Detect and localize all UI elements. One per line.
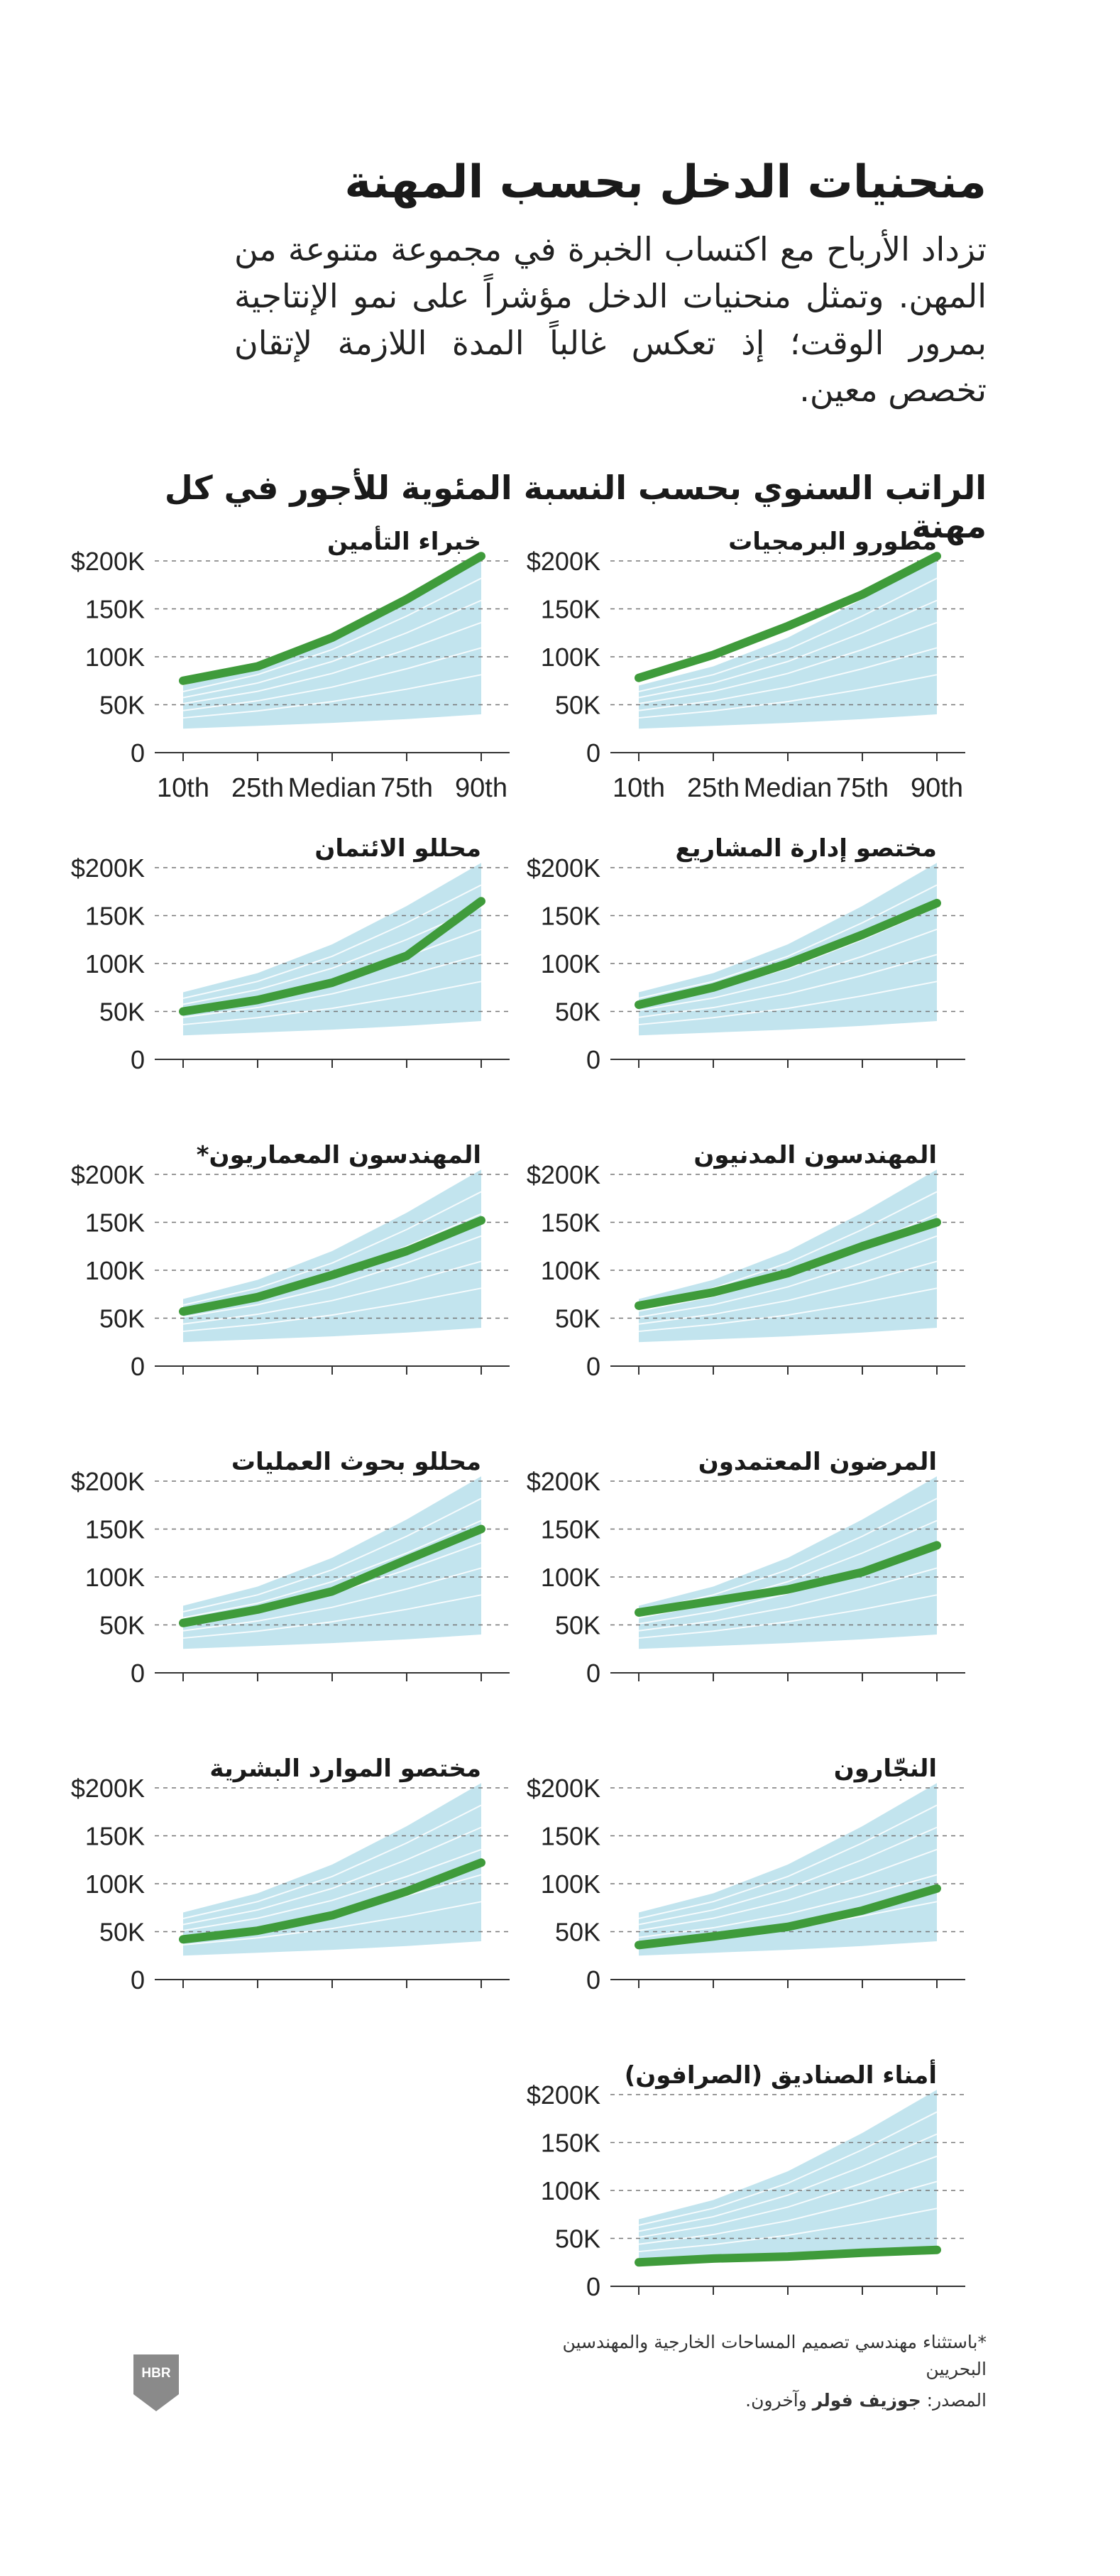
y-tick-label: 50K xyxy=(554,1304,600,1333)
y-tick-label: 50K xyxy=(554,1610,600,1640)
y-tick-label: $200K xyxy=(526,853,600,883)
y-tick-label: 100K xyxy=(540,643,600,672)
y-tick-label: 50K xyxy=(99,1610,145,1640)
y-tick-label: 0 xyxy=(130,1045,145,1074)
y-tick-label: 50K xyxy=(99,1304,145,1333)
y-tick-label: 0 xyxy=(586,1045,600,1074)
y-tick-label: 50K xyxy=(554,690,600,720)
y-tick-label: 50K xyxy=(554,2224,600,2254)
y-tick-label: $200K xyxy=(526,1774,600,1803)
y-tick-label: 150K xyxy=(540,901,600,931)
source-line xyxy=(490,2390,987,2411)
chart-panel xyxy=(527,1754,965,1994)
source-label: المصدر: xyxy=(926,2390,987,2411)
y-tick-label: 150K xyxy=(540,594,600,624)
y-tick-label: 150K xyxy=(84,1515,145,1544)
y-tick-label: $200K xyxy=(526,547,600,576)
y-tick-label: 100K xyxy=(540,1563,600,1592)
y-tick-label: 100K xyxy=(540,949,600,978)
y-tick-label: 100K xyxy=(540,1870,600,1899)
footnote: *باستثناء مهندسي تصميم المساحات الخارجية والمهندسين البحريين xyxy=(562,2332,987,2379)
y-tick-label: 150K xyxy=(84,901,145,931)
x-tick-label: Median xyxy=(287,773,377,803)
chart-panel xyxy=(71,1754,510,1994)
y-tick-label: 0 xyxy=(586,1352,600,1381)
y-tick-label: 150K xyxy=(540,2128,600,2158)
chart-panel xyxy=(71,834,510,1074)
y-tick-label: 0 xyxy=(130,738,145,768)
occupation-band xyxy=(639,2090,937,2262)
x-tick-label: 90th xyxy=(911,773,963,803)
occupation-band xyxy=(183,1783,481,1955)
x-tick-label: 90th xyxy=(455,773,507,803)
y-tick-label: 100K xyxy=(540,1256,600,1285)
y-tick-label: $200K xyxy=(70,1467,145,1496)
y-tick-label: $200K xyxy=(526,2080,600,2110)
y-tick-label: 0 xyxy=(586,738,600,768)
chart-panel xyxy=(527,1448,965,1688)
panel-title: المهندسون المعماريون* xyxy=(196,1141,481,1169)
panel-title: المهندسون المدنيون xyxy=(693,1141,937,1169)
chart-panel xyxy=(71,525,510,803)
y-tick-label: 100K xyxy=(84,1256,145,1285)
y-tick-label: 50K xyxy=(99,997,145,1027)
y-tick-label: 150K xyxy=(540,1515,600,1544)
x-tick-label: 75th xyxy=(380,773,433,803)
source-suffix: وآخرون. xyxy=(745,2390,807,2411)
y-tick-label: 100K xyxy=(84,1563,145,1592)
panel-title: خبراء التأمين xyxy=(327,528,481,556)
y-tick-label: 50K xyxy=(99,690,145,720)
panel-title: النجّارون xyxy=(833,1754,937,1783)
panel-title: المرضون المعتمدون xyxy=(698,1448,937,1476)
panel-title: أمناء الصناديق (الصرافون) xyxy=(624,2061,937,2090)
panel-title: مختصو إدارة المشاريع xyxy=(675,834,937,863)
chart-panel xyxy=(527,2059,965,2301)
y-tick-label: 50K xyxy=(554,1917,600,1947)
occupation-band xyxy=(183,1169,481,1342)
y-tick-label: 150K xyxy=(540,1208,600,1238)
y-tick-label: 150K xyxy=(84,1821,145,1851)
y-tick-label: 150K xyxy=(84,1208,145,1238)
chart-panel xyxy=(71,1448,510,1688)
chart-panel xyxy=(527,1141,965,1381)
chart-panel xyxy=(527,834,965,1074)
y-tick-label: 100K xyxy=(84,643,145,672)
y-tick-label: $200K xyxy=(70,547,145,576)
y-tick-label: 0 xyxy=(586,1965,600,1994)
y-tick-label: 100K xyxy=(84,949,145,978)
hbr-logo-text: HBR xyxy=(141,2366,171,2381)
y-tick-label: $200K xyxy=(526,1160,600,1189)
y-tick-label: 50K xyxy=(554,997,600,1027)
y-tick-label: 0 xyxy=(586,1659,600,1688)
occupation-band xyxy=(183,863,481,1035)
hbr-logo xyxy=(133,2354,179,2411)
y-tick-label: 150K xyxy=(84,594,145,624)
y-tick-label: 100K xyxy=(84,1870,145,1899)
y-tick-label: 0 xyxy=(130,1352,145,1381)
page-title: منحنيات الدخل بحسب المهنة xyxy=(344,156,987,209)
x-tick-label: 25th xyxy=(231,773,284,803)
y-tick-label: 0 xyxy=(130,1965,145,1994)
panel-title: مطورو البرمجيات xyxy=(728,528,937,556)
y-tick-label: 100K xyxy=(540,2176,600,2205)
chart-panel xyxy=(71,1141,510,1381)
panel-title: محللو الائتمان xyxy=(314,834,481,863)
y-tick-label: 0 xyxy=(130,1659,145,1688)
y-tick-label: $200K xyxy=(70,1160,145,1189)
y-tick-label: 150K xyxy=(540,1821,600,1851)
y-tick-label: 0 xyxy=(586,2272,600,2301)
panel-title: محللو بحوث العمليات xyxy=(231,1448,481,1476)
x-tick-label: 25th xyxy=(687,773,740,803)
occupation-band xyxy=(639,863,937,1035)
y-tick-label: $200K xyxy=(70,1774,145,1803)
hbr-shield-icon xyxy=(133,2354,179,2411)
occupation-band xyxy=(183,1476,481,1649)
y-tick-label: $200K xyxy=(70,853,145,883)
intro-paragraph: تزداد الأرباح مع اكتساب الخبرة في مجموعة متنوعة من المهن. وتمثل منحنيات الدخل مؤشراً على نمو الإنتاجية بمرور الوقت؛ إذ تعكس غالباً المدة اللازمة لإتقان تخصص معين. xyxy=(234,230,987,409)
chart-panel xyxy=(527,528,965,803)
x-tick-label: 10th xyxy=(613,773,665,803)
x-tick-label: Median xyxy=(743,773,833,803)
panel-title: مختصو الموارد البشرية xyxy=(209,1754,481,1783)
x-tick-label: 10th xyxy=(157,773,209,803)
source-author: جوزيف فولر xyxy=(812,2390,921,2411)
occupation-band xyxy=(639,1169,937,1342)
y-tick-label: $200K xyxy=(526,1467,600,1496)
y-tick-label: 50K xyxy=(99,1917,145,1947)
x-tick-label: 75th xyxy=(836,773,889,803)
section-title: الراتب السنوي بحسب النسبة المئوية للأجور في كل مهنة xyxy=(164,469,987,545)
